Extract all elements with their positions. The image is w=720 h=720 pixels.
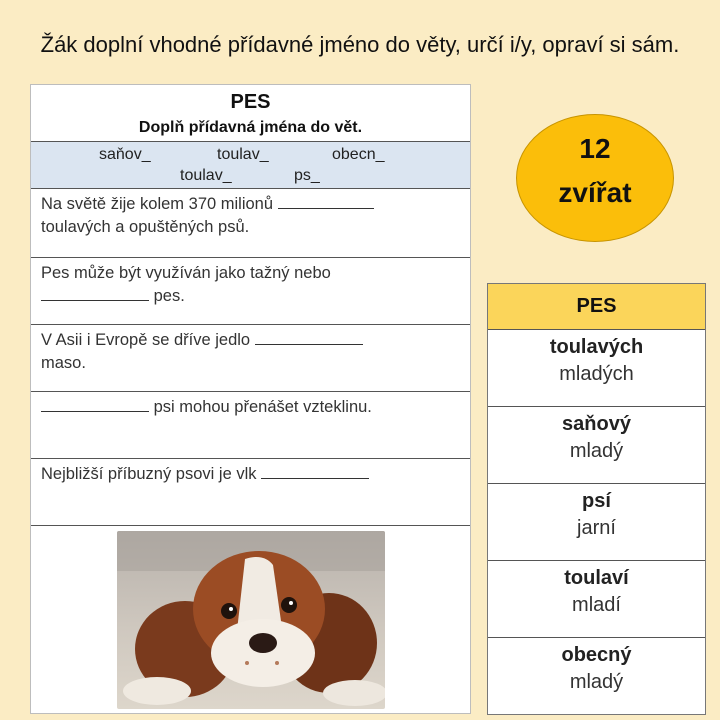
sentence-3 — [31, 325, 470, 392]
sentence-text: maso. — [41, 354, 86, 372]
answer-word: psí — [582, 490, 611, 512]
word-bank-item: ps_ — [294, 167, 320, 184]
worksheet — [30, 84, 471, 714]
sentence-5 — [31, 459, 470, 526]
sentence-text: V Asii i Evropě se dříve jedlo — [41, 331, 251, 349]
answer-word: saňový — [562, 413, 631, 435]
word-bank — [31, 141, 470, 189]
sentence-text: psi mohou přenášet vzteklinu. — [153, 398, 372, 416]
answer-word: toulaví — [564, 567, 629, 589]
answer-blank[interactable] — [41, 397, 149, 412]
answer-word: obecný — [561, 644, 632, 666]
answer-row — [488, 561, 705, 638]
animal-count-badge — [516, 114, 674, 242]
answer-key-title: PES — [488, 284, 705, 330]
sentence-4 — [31, 392, 470, 459]
answer-row — [488, 484, 705, 561]
model-word: mladý — [569, 440, 624, 462]
model-word: mladý — [569, 671, 624, 693]
model-word: jarní — [577, 517, 616, 539]
answer-key-table — [487, 283, 706, 715]
word-bank-item: saňov_ — [99, 146, 151, 163]
answer-row — [488, 330, 705, 407]
answer-row — [488, 407, 705, 484]
answer-blank[interactable] — [278, 194, 374, 209]
sentence-1 — [31, 189, 470, 258]
instruction-heading: Žák doplní vhodné přídavné jméno do věty, určí i/y, opraví si sám. — [40, 32, 680, 57]
sentence-text: Na světě žije kolem 370 milionů — [41, 195, 274, 213]
answer-blank[interactable] — [41, 286, 149, 301]
model-word: mladí — [572, 594, 621, 616]
worksheet-subtitle: Doplň přídavná jména do vět. — [138, 119, 363, 136]
answer-blank[interactable] — [255, 330, 363, 345]
worksheet-title: PES — [230, 91, 271, 113]
word-bank-item: toulav_ — [217, 146, 269, 163]
badge-label: zvířat — [558, 177, 632, 208]
word-bank-item: toulav_ — [180, 167, 232, 184]
dog-photo — [117, 531, 385, 709]
word-bank-item: obecn_ — [332, 146, 385, 163]
sentence-2 — [31, 258, 470, 325]
answer-word: toulavých — [549, 336, 644, 358]
badge-number: 12 — [579, 133, 611, 164]
sentence-text: pes. — [153, 287, 185, 305]
model-word: mladých — [559, 363, 634, 385]
sentence-text: Pes může být využíván jako tažný nebo — [41, 264, 331, 282]
answer-blank[interactable] — [261, 464, 369, 479]
answer-row — [488, 638, 705, 715]
sentence-text: Nejbližší příbuzný psovi je vlk — [41, 465, 257, 483]
sentence-text: toulavých a opuštěných psů. — [41, 218, 250, 236]
